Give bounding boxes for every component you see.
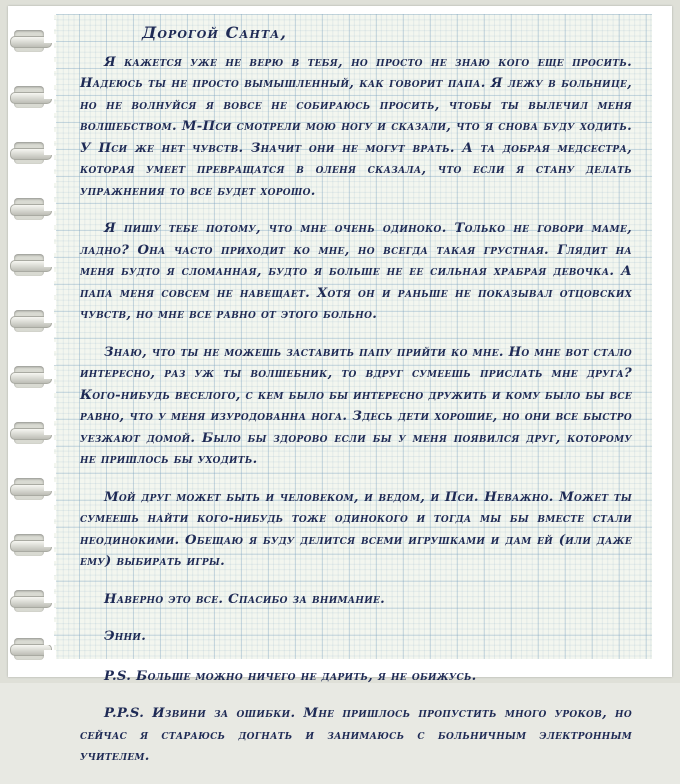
letter-postscript: P.S. Больше можно ничего не дарить, я не обижусь. <box>104 668 477 684</box>
letter-paragraph: Мой друг может быть и человеком, и ведом, и Пси. Неважно. Может ты сумеешь найти кого-нибудь тоже одинокого и тогда мы бы вместе стали неодинокими. Обещаю я буду делится всеми игрушками и дам ей (или даже ему) выбирать игры. <box>80 489 632 569</box>
letter-paragraph: Знаю, что ты не можешь заставить папу прийти ко мне. Но мне вот стало интересно, раз уж ты волшебник, то вдруг сумеешь прислать мне друга? Кого-нибудь веселого, с кем было бы интересно дружить и кому было бы все равно, что у меня изуродованна нога. Здесь дети хорошие, но они все быстро уезжают домой. Было бы здорово если бы у меня появился друг, которому не пришлось бы уходить. <box>80 344 632 467</box>
letter-signature: Энни. <box>104 629 147 644</box>
letter-salutation: Дорогой Санта, <box>142 23 288 42</box>
letter-body <box>80 22 632 784</box>
torn-paper-edge <box>44 6 56 677</box>
letter-closing: Наверно это все. Спасибо за внимание. <box>104 591 386 607</box>
letter-paragraph: Я пишу тебе потому, что мне очень одиноко. Только не говори маме, ладно? Она часто приходит ко мне, но всегда такая грустная. Глядит на меня будто я сломанная, будто я больше не ее сильная храбрая девочка. А папа меня совсем не навещает. Хотя он и раньше не показывал отцовских чувств, но мне все равно от этого больно. <box>80 221 632 322</box>
letter-postscript: P.P.S. Извини за ошибки. Мне пришлось пропустить много уроков, но сейчас я стараюсь догнать и занимаюсь с больничным электронным учителем. <box>80 706 632 764</box>
graph-paper-sheet <box>52 14 652 764</box>
letter-paragraph: Я кажется уже не верю в тебя, но просто не знаю кого еще просить. Надеюсь ты не просто вымышленный, как говорит папа. Я лежу в больнице, но не волнуйся я вовсе не собираюсь просить, чтобы ты вылечил меня волшебством. М-Пси смотрели мою ногу и сказали, что я снова буду ходить. У Пси же нет чувств. Значит они не могут врать. А та добрая медсестра, которая умеет превращатся в оленя сказала, что если я стану делать упражнения то все будет хорошо. <box>80 54 632 199</box>
